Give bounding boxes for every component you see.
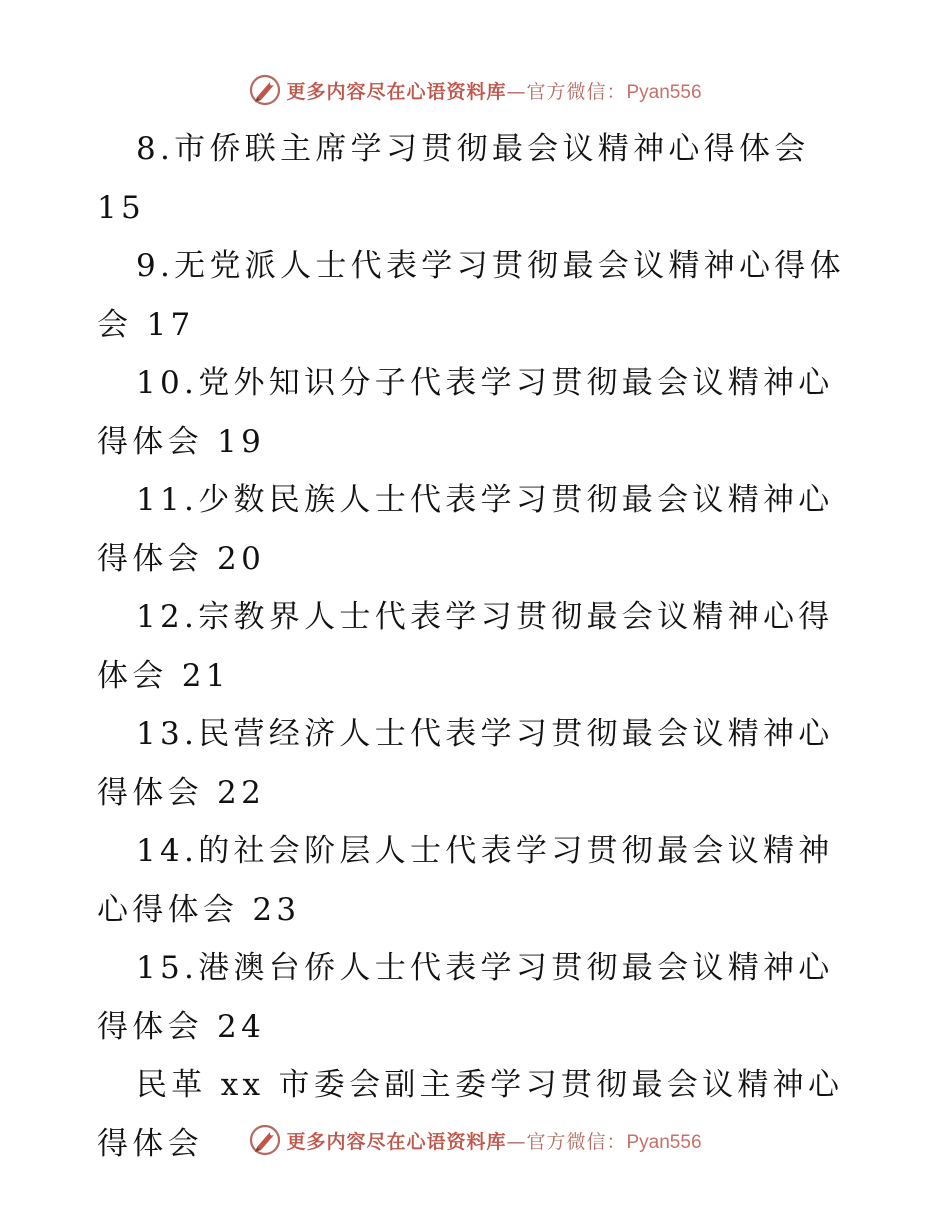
- watermark-text: [286, 1127, 701, 1154]
- watermark-text: [286, 77, 701, 104]
- watermark-wechat-id: Pyan556: [626, 81, 702, 103]
- watermark-brand: 更多内容尽在心语资料库: [286, 1130, 507, 1153]
- toc-item: 9.无党派人士代表学习贯彻最会议精神心得体会 17: [97, 248, 845, 343]
- toc-item: 13.民营经济人士代表学习贯彻最会议精神心得体会 22: [97, 716, 834, 811]
- toc-item: 15.港澳台侨人士代表学习贯彻最会议精神心得体会 24: [97, 950, 834, 1045]
- toc-list: [97, 120, 857, 1173]
- toc-item: 11.少数民族人士代表学习贯彻最会议精神心得体会 20: [97, 482, 834, 577]
- watermark-label: 官方微信：: [526, 1130, 627, 1153]
- toc-item: 10.党外知识分子代表学习贯彻最会议精神心得体会 19: [97, 365, 834, 460]
- toc-item: 民革 xx 市委会副主委学习贯彻最会议精神心得体会: [97, 1067, 844, 1162]
- pen-logo-icon: [248, 73, 282, 107]
- watermark-dash: —: [506, 80, 527, 103]
- toc-item: 8.市侨联主席学习贯彻最会议精神心得体会 15: [97, 131, 810, 226]
- watermark-label: 官方微信：: [526, 80, 627, 103]
- pen-logo-icon: [248, 1123, 282, 1157]
- toc-item: 14.的社会阶层人士代表学习贯彻最会议精神心得体会 23: [97, 833, 834, 928]
- watermark-wechat-id: Pyan556: [626, 1131, 702, 1153]
- watermark-dash: —: [506, 1130, 527, 1153]
- header-watermark: [0, 70, 950, 110]
- watermark-brand: 更多内容尽在心语资料库: [286, 80, 507, 103]
- toc-item: 12.宗教界人士代表学习贯彻最会议精神心得体会 21: [97, 599, 834, 694]
- footer-watermark: [0, 1120, 950, 1160]
